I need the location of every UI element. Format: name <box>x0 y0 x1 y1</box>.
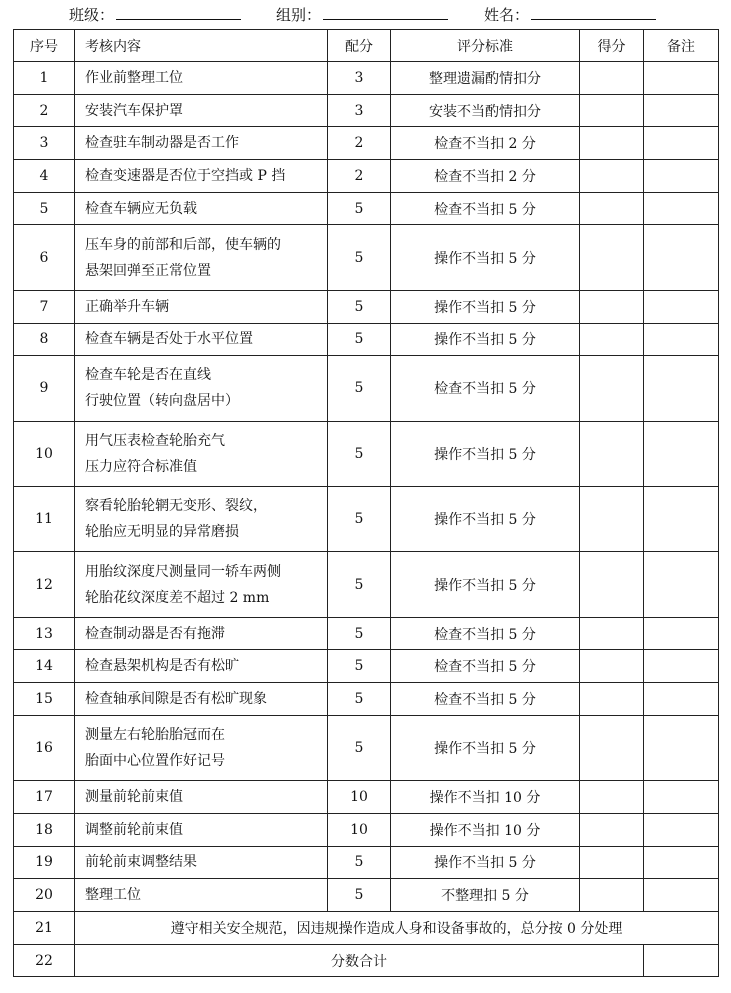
table-row <box>14 650 719 683</box>
score-value: 2 <box>328 127 391 160</box>
name-field <box>484 4 656 25</box>
scoring-criteria: 操作不当扣 5 分 <box>391 421 580 486</box>
scoring-criteria: 检查不当扣 5 分 <box>391 650 580 683</box>
note-cell[interactable] <box>644 160 719 193</box>
scoring-criteria: 检查不当扣 5 分 <box>391 683 580 716</box>
table-header-row <box>14 30 719 62</box>
assessment-content <box>75 781 328 814</box>
content-line: 轮胎应无明显的异常磨损 <box>85 524 239 541</box>
score-value: 5 <box>328 683 391 716</box>
assessment-content <box>75 94 328 127</box>
score-value: 5 <box>328 552 391 617</box>
group-field <box>276 4 448 25</box>
row-number: 21 <box>14 911 75 944</box>
table-row <box>14 192 719 225</box>
table-row <box>14 879 719 912</box>
scoring-criteria: 检查不当扣 2 分 <box>391 127 580 160</box>
assessment-content <box>75 323 328 356</box>
got-score-cell[interactable] <box>580 813 644 846</box>
note-cell[interactable] <box>644 715 719 780</box>
row-number: 4 <box>14 160 75 193</box>
row-number: 2 <box>14 94 75 127</box>
got-score-cell[interactable] <box>580 683 644 716</box>
content-line: 轮胎花纹深度差不超过 2 mm <box>85 589 270 606</box>
table-row <box>14 290 719 323</box>
content-line: 检查悬架机构是否有松旷 <box>85 658 239 675</box>
got-score-cell[interactable] <box>580 323 644 356</box>
content-line: 检查车辆应无负载 <box>85 200 197 217</box>
assessment-content <box>75 813 328 846</box>
content-line: 测量左右轮胎胎冠而在 <box>85 727 225 744</box>
row-number: 7 <box>14 290 75 323</box>
got-score-cell[interactable] <box>580 192 644 225</box>
got-score-cell[interactable] <box>580 552 644 617</box>
scoring-criteria: 操作不当扣 5 分 <box>391 290 580 323</box>
assessment-content <box>75 356 328 421</box>
note-cell[interactable] <box>644 192 719 225</box>
assessment-content <box>75 290 328 323</box>
row-number: 14 <box>14 650 75 683</box>
got-score-cell[interactable] <box>580 486 644 551</box>
content-line: 用气压表检查轮胎充气 <box>85 432 225 449</box>
assessment-content <box>75 486 328 551</box>
col-header-got: 得分 <box>580 30 644 62</box>
got-score-cell[interactable] <box>580 650 644 683</box>
note-cell[interactable] <box>644 813 719 846</box>
got-score-cell[interactable] <box>580 617 644 650</box>
scoring-criteria: 操作不当扣 5 分 <box>391 486 580 551</box>
assessment-content <box>75 846 328 879</box>
row-number: 11 <box>14 486 75 551</box>
safety-rule-text: 遵守相关安全规范，因违规操作造成人身和设备事故的，总分按 0 分处理 <box>75 911 719 944</box>
score-value: 5 <box>328 290 391 323</box>
total-row <box>14 944 719 977</box>
scoring-criteria: 不整理扣 5 分 <box>391 879 580 912</box>
note-cell[interactable] <box>644 650 719 683</box>
scoring-criteria: 检查不当扣 2 分 <box>391 160 580 193</box>
scoring-criteria: 操作不当扣 5 分 <box>391 225 580 290</box>
note-cell[interactable] <box>644 94 719 127</box>
note-cell[interactable] <box>644 62 719 95</box>
note-cell[interactable] <box>644 617 719 650</box>
scoring-criteria: 安装不当酌情扣分 <box>391 94 580 127</box>
table-row <box>14 846 719 879</box>
assessment-content <box>75 160 328 193</box>
row-number: 18 <box>14 813 75 846</box>
group-blank[interactable] <box>323 5 448 20</box>
note-cell[interactable] <box>644 323 719 356</box>
class-label: 班级： <box>69 6 115 24</box>
content-line: 胎面中心位置作好记号 <box>85 753 225 770</box>
table-row <box>14 552 719 617</box>
note-cell[interactable] <box>644 846 719 879</box>
got-score-cell[interactable] <box>580 781 644 814</box>
got-score-cell[interactable] <box>580 715 644 780</box>
assessment-content <box>75 683 328 716</box>
row-number: 3 <box>14 127 75 160</box>
row-number: 12 <box>14 552 75 617</box>
row-number: 13 <box>14 617 75 650</box>
safety-rule-row <box>14 911 719 944</box>
table-row <box>14 225 719 290</box>
assessment-content <box>75 62 328 95</box>
score-value: 5 <box>328 486 391 551</box>
score-value: 5 <box>328 192 391 225</box>
class-blank[interactable] <box>116 5 241 20</box>
table-row <box>14 421 719 486</box>
row-number: 5 <box>14 192 75 225</box>
table-row <box>14 160 719 193</box>
scoring-criteria: 操作不当扣 5 分 <box>391 715 580 780</box>
row-number: 15 <box>14 683 75 716</box>
score-value: 3 <box>328 62 391 95</box>
name-blank[interactable] <box>531 5 656 20</box>
scoring-criteria: 整理遗漏酌情扣分 <box>391 62 580 95</box>
row-number: 16 <box>14 715 75 780</box>
table-row <box>14 781 719 814</box>
content-line: 悬架回弹至正常位置 <box>85 262 211 279</box>
score-value: 5 <box>328 879 391 912</box>
scoring-criteria: 检查不当扣 5 分 <box>391 356 580 421</box>
row-number: 19 <box>14 846 75 879</box>
got-score-cell[interactable] <box>580 846 644 879</box>
class-field <box>69 4 241 25</box>
got-score-cell[interactable] <box>580 127 644 160</box>
assessment-content <box>75 552 328 617</box>
score-value: 2 <box>328 160 391 193</box>
assessment-content <box>75 650 328 683</box>
content-line: 用胎纹深度尺测量同一轿车两侧 <box>85 563 281 580</box>
content-line: 检查车轮是否在直线 <box>85 367 211 384</box>
table-row <box>14 94 719 127</box>
score-value: 10 <box>328 781 391 814</box>
note-cell[interactable] <box>644 225 719 290</box>
score-value: 5 <box>328 356 391 421</box>
assessment-content <box>75 715 328 780</box>
row-number: 6 <box>14 225 75 290</box>
content-line: 整理工位 <box>85 887 141 904</box>
table-row <box>14 813 719 846</box>
got-score-cell[interactable] <box>580 62 644 95</box>
table-row <box>14 683 719 716</box>
score-value: 5 <box>328 617 391 650</box>
score-value: 5 <box>328 421 391 486</box>
content-line: 检查轴承间隙是否有松旷现象 <box>85 690 267 707</box>
row-number: 20 <box>14 879 75 912</box>
table-row <box>14 486 719 551</box>
scoring-criteria: 操作不当扣 5 分 <box>391 552 580 617</box>
col-header-criteria: 评分标准 <box>391 30 580 62</box>
content-line: 检查驻车制动器是否工作 <box>85 135 239 152</box>
col-header-content: 考核内容 <box>75 30 328 62</box>
assessment-content <box>75 225 328 290</box>
got-score-cell[interactable] <box>580 879 644 912</box>
assessment-content <box>75 617 328 650</box>
name-label: 姓名： <box>484 6 530 24</box>
assessment-table <box>13 29 719 977</box>
score-value: 10 <box>328 813 391 846</box>
table-row <box>14 127 719 160</box>
table-row <box>14 356 719 421</box>
score-value: 5 <box>328 650 391 683</box>
got-score-cell[interactable] <box>580 290 644 323</box>
table-row <box>14 617 719 650</box>
got-score-cell[interactable] <box>580 356 644 421</box>
content-line: 检查车辆是否处于水平位置 <box>85 331 253 348</box>
col-header-no: 序号 <box>14 30 75 62</box>
content-line: 检查制动器是否有拖滞 <box>85 625 225 642</box>
got-score-cell[interactable] <box>580 94 644 127</box>
content-line: 检查变速器是否位于空挡或 P 挡 <box>85 167 286 184</box>
content-line: 压力应符合标准值 <box>85 458 197 475</box>
content-line: 作业前整理工位 <box>85 69 183 86</box>
note-cell[interactable] <box>644 879 719 912</box>
got-score-cell[interactable] <box>580 225 644 290</box>
note-cell[interactable] <box>644 486 719 551</box>
total-note-cell[interactable] <box>644 944 719 977</box>
row-number: 9 <box>14 356 75 421</box>
table-row <box>14 62 719 95</box>
content-line: 调整前轮前束值 <box>85 821 183 838</box>
content-line: 安装汽车保护罩 <box>85 102 183 119</box>
score-value: 5 <box>328 323 391 356</box>
row-number: 10 <box>14 421 75 486</box>
content-line: 行驶位置（转向盘居中） <box>85 393 239 410</box>
got-score-cell[interactable] <box>580 160 644 193</box>
scoring-criteria: 操作不当扣 10 分 <box>391 813 580 846</box>
assessment-content <box>75 421 328 486</box>
table-row <box>14 323 719 356</box>
scoring-criteria: 操作不当扣 10 分 <box>391 781 580 814</box>
row-number: 1 <box>14 62 75 95</box>
note-cell[interactable] <box>644 683 719 716</box>
scoring-criteria: 检查不当扣 5 分 <box>391 617 580 650</box>
form-header <box>0 0 731 28</box>
col-header-note: 备注 <box>644 30 719 62</box>
row-number: 17 <box>14 781 75 814</box>
content-line: 正确举升车辆 <box>85 298 169 315</box>
score-value: 3 <box>328 94 391 127</box>
assessment-content <box>75 879 328 912</box>
table-row <box>14 715 719 780</box>
content-line: 察看轮胎轮辋无变形、裂纹， <box>85 498 267 515</box>
scoring-criteria: 操作不当扣 5 分 <box>391 323 580 356</box>
row-number: 8 <box>14 323 75 356</box>
score-value: 5 <box>328 846 391 879</box>
group-label: 组别： <box>276 6 322 24</box>
total-label: 分数合计 <box>75 944 644 977</box>
scoring-criteria: 操作不当扣 5 分 <box>391 846 580 879</box>
note-cell[interactable] <box>644 552 719 617</box>
score-value: 5 <box>328 225 391 290</box>
got-score-cell[interactable] <box>580 421 644 486</box>
note-cell[interactable] <box>644 781 719 814</box>
note-cell[interactable] <box>644 421 719 486</box>
note-cell[interactable] <box>644 127 719 160</box>
content-line: 测量前轮前束值 <box>85 789 183 806</box>
note-cell[interactable] <box>644 290 719 323</box>
row-number: 22 <box>14 944 75 977</box>
assessment-content <box>75 127 328 160</box>
note-cell[interactable] <box>644 356 719 421</box>
col-header-score: 配分 <box>328 30 391 62</box>
score-value: 5 <box>328 715 391 780</box>
content-line: 前轮前束调整结果 <box>85 854 197 871</box>
content-line: 压车身的前部和后部，使车辆的 <box>85 236 281 253</box>
scoring-criteria: 检查不当扣 5 分 <box>391 192 580 225</box>
assessment-content <box>75 192 328 225</box>
